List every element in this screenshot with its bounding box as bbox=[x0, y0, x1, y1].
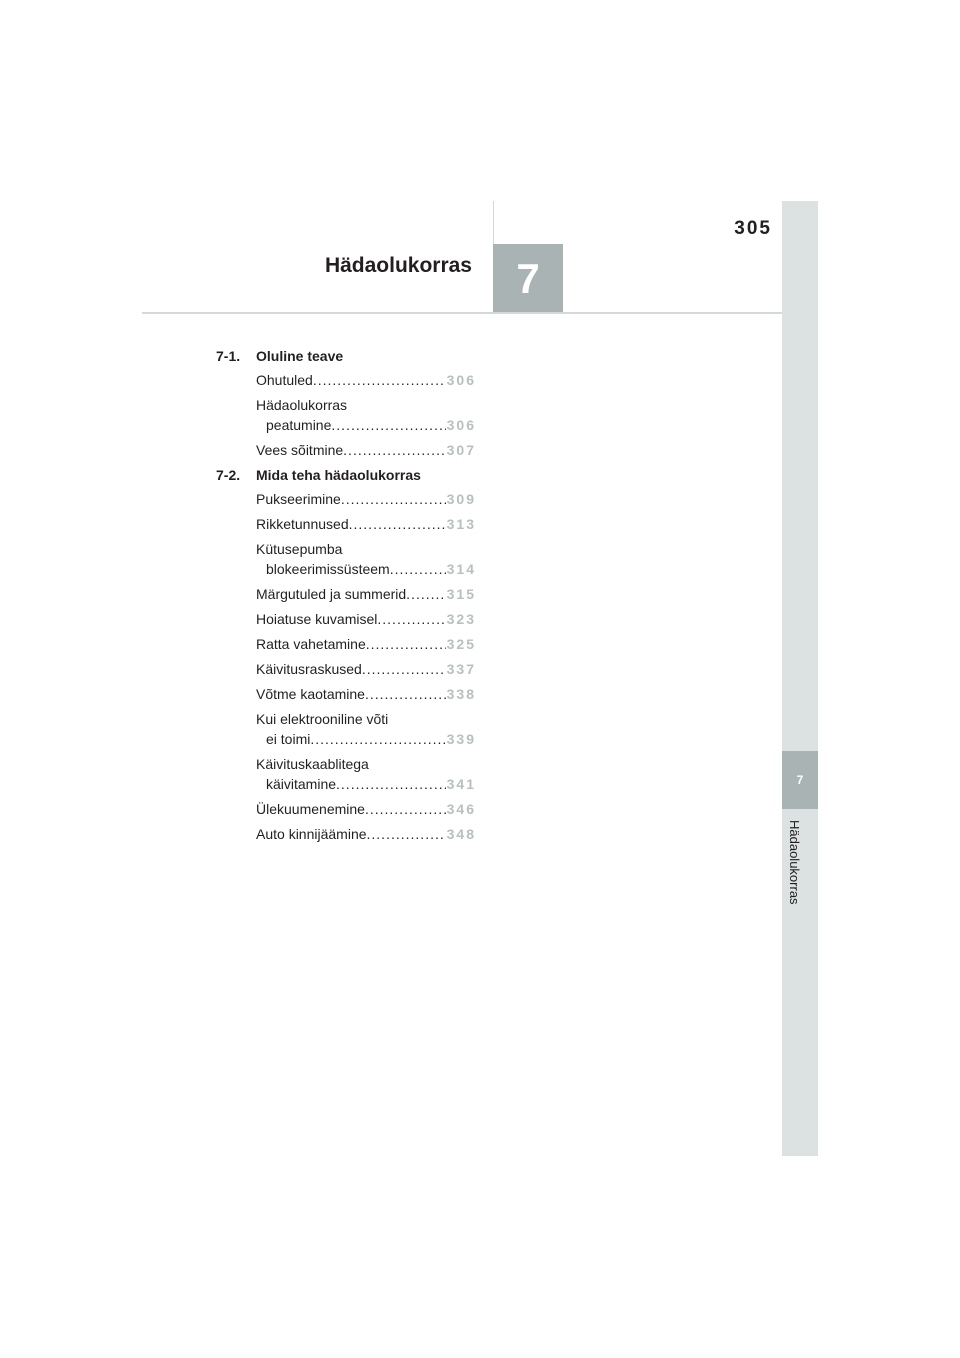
toc-page-link[interactable]: 337 bbox=[446, 661, 476, 677]
toc-page-link[interactable]: 306 bbox=[446, 417, 476, 433]
toc-page-link[interactable]: 346 bbox=[446, 801, 476, 817]
header-divider-horizontal bbox=[142, 312, 782, 314]
toc-entry[interactable] bbox=[256, 659, 476, 679]
toc-page-link[interactable]: 314 bbox=[446, 561, 476, 577]
toc-leader-dots bbox=[365, 799, 446, 819]
toc-leader-dots bbox=[366, 634, 446, 654]
toc-entry-title: Käivitusraskused bbox=[256, 661, 362, 677]
toc-entry[interactable] bbox=[256, 489, 476, 509]
toc-leader-dots bbox=[367, 824, 446, 844]
toc-page-link[interactable]: 338 bbox=[446, 686, 476, 702]
toc-entry-title: Auto kinnijäämine bbox=[256, 826, 367, 842]
toc-entry[interactable] bbox=[256, 370, 476, 390]
toc-entry-title: Hoiatuse kuvamisel bbox=[256, 611, 378, 627]
toc-page-link[interactable]: 306 bbox=[446, 372, 476, 388]
toc-entry-title: Ratta vahetamine bbox=[256, 636, 366, 652]
toc-entry[interactable] bbox=[256, 684, 476, 704]
toc-entry[interactable] bbox=[256, 634, 476, 654]
chapter-title: Hädaolukorras bbox=[324, 254, 472, 277]
toc-page-link[interactable]: 341 bbox=[446, 776, 476, 792]
toc-entry-title: käivitamine bbox=[266, 776, 337, 792]
toc-entry[interactable] bbox=[256, 754, 476, 794]
toc-leader-dots bbox=[336, 774, 446, 794]
toc-page-link[interactable]: 315 bbox=[446, 586, 476, 602]
toc-entry-title-line1: Käivituskaablitega bbox=[256, 756, 369, 772]
toc-leader-dots bbox=[362, 659, 446, 679]
toc-entry-title: Pukseerimine bbox=[256, 491, 341, 507]
toc-entry-title: peatumine bbox=[266, 417, 332, 433]
toc-entry-title-line1: Kütusepumba bbox=[256, 541, 343, 557]
toc-entry[interactable] bbox=[256, 824, 476, 844]
toc-entry[interactable] bbox=[256, 709, 476, 749]
toc-section-title: Mida teha hädaolukorras bbox=[256, 467, 421, 483]
toc-entry-title: Ülekuumenemine bbox=[256, 801, 365, 817]
toc-entry[interactable] bbox=[256, 440, 476, 460]
toc-leader-dots bbox=[310, 729, 445, 749]
table-of-contents bbox=[216, 346, 476, 849]
toc-section-heading bbox=[216, 346, 476, 366]
toc-entry[interactable] bbox=[256, 539, 476, 579]
toc-section-title: Oluline teave bbox=[256, 348, 344, 364]
toc-section-heading bbox=[216, 465, 476, 485]
toc-page-link[interactable]: 348 bbox=[446, 826, 476, 842]
toc-entry-title: Võtme kaotamine bbox=[256, 686, 365, 702]
toc-entry[interactable] bbox=[256, 514, 476, 534]
toc-entry-title: Rikketunnused bbox=[256, 516, 349, 532]
toc-entry[interactable] bbox=[256, 609, 476, 629]
side-thumb-strip bbox=[782, 201, 818, 1156]
toc-entry[interactable] bbox=[256, 395, 476, 435]
toc-page-link[interactable]: 313 bbox=[446, 516, 476, 532]
toc-leader-dots bbox=[343, 440, 445, 460]
side-chapter-tab[interactable]: 7 bbox=[782, 751, 818, 809]
toc-section-number: 7-1. bbox=[216, 348, 241, 364]
toc-page-link[interactable]: 307 bbox=[446, 442, 476, 458]
toc-leader-dots bbox=[406, 584, 445, 604]
toc-section-number: 7-2. bbox=[216, 467, 241, 483]
toc-entry[interactable] bbox=[256, 799, 476, 819]
chapter-number-box: 7 bbox=[493, 244, 563, 313]
toc-entry-title-line1: Hädaolukorras bbox=[256, 397, 348, 413]
toc-entry-title: Ohutuled bbox=[256, 372, 313, 388]
side-chapter-label: Hädaolukorras bbox=[787, 820, 802, 905]
toc-leader-dots bbox=[349, 514, 446, 534]
toc-entry-title: Märgutuled ja summerid bbox=[256, 586, 407, 602]
toc-leader-dots bbox=[365, 684, 446, 704]
toc-entry[interactable] bbox=[256, 584, 476, 604]
toc-leader-dots bbox=[341, 489, 446, 509]
toc-leader-dots bbox=[313, 370, 446, 390]
toc-page-link[interactable]: 323 bbox=[446, 611, 476, 627]
toc-page-link[interactable]: 309 bbox=[446, 491, 476, 507]
toc-page-link[interactable]: 325 bbox=[446, 636, 476, 652]
header-divider-vertical bbox=[493, 201, 494, 245]
toc-entry-title: Vees sõitmine bbox=[256, 442, 344, 458]
page-number: 305 bbox=[734, 218, 772, 239]
toc-page-link[interactable]: 339 bbox=[446, 731, 476, 747]
toc-leader-dots bbox=[377, 609, 445, 629]
toc-leader-dots bbox=[390, 559, 446, 579]
toc-leader-dots bbox=[331, 415, 445, 435]
toc-entry-title-line1: Kui elektrooniline võti bbox=[256, 711, 389, 727]
toc-entry-title: ei toimi bbox=[266, 731, 311, 747]
toc-entry-title: blokeerimissüsteem bbox=[266, 561, 390, 577]
